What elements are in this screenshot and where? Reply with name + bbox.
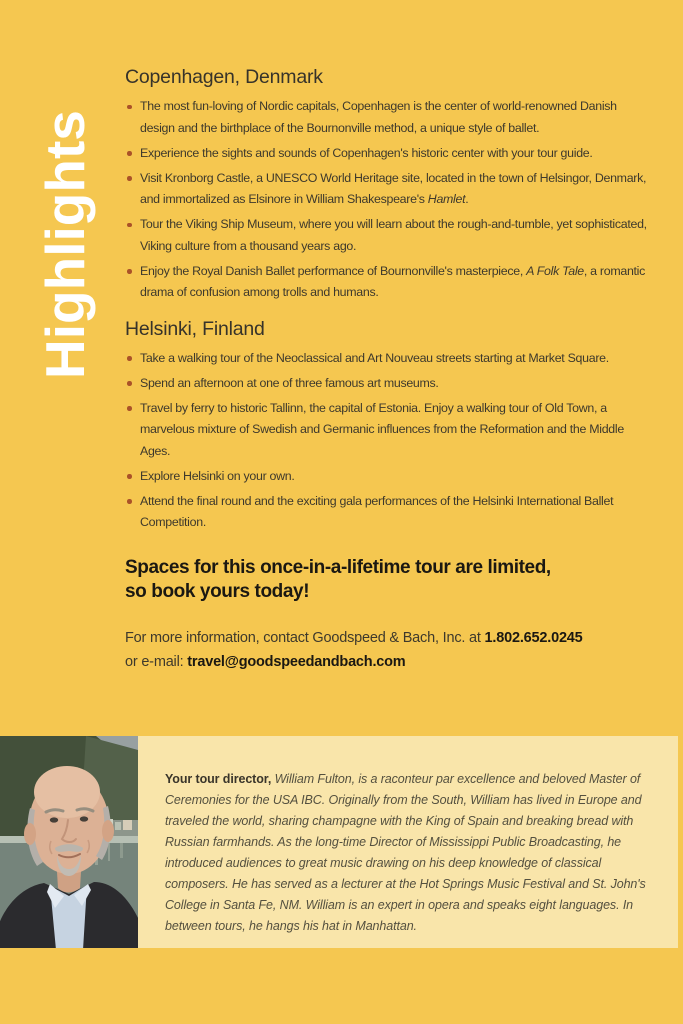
portrait-illustration [0,736,138,948]
tour-director-photo [0,736,138,948]
text-segment: William Fulton, is a raconteur par excellence and beloved Master of Ceremonies for the USA IBC. Originally from the South, William has lived in Europe and traveled the world, sharing champagne with the King of Spain and breaking bread with Russian farmhands. As the long-time Director of Mississippi Public Broadcasting, he introduced audiences to great music drawing on his deep knowledge of classical composers. He has served as a lecturer at the Hot Springs Music Festival and St. John's College in Santa Fe, NM. William is an expert in opera and speaks eight languages. In between tours, he hangs his hat in Manhattan. [165,772,646,933]
text-segment: Tour the Viking Ship Museum, where you will learn about the rough-and-tumble, yet sophisticated, Viking culture from a thousand years ago. [140,217,647,253]
text-segment: A Folk Tale [526,263,584,278]
bullet-item [125,348,649,370]
bullet-item [125,96,649,139]
section-helsinki [125,316,649,534]
tour-director-band [0,736,678,948]
section-copenhagen [125,64,649,304]
bullet-item [125,214,649,257]
text-segment: travel@goodspeedandbach.com [187,653,406,670]
text-segment: The most fun-loving of Nordic capitals, Copenhagen is the center of world-renowned Danish design and the birthplace of the Bournonville method, a unique style of ballet. [140,99,617,135]
text-segment: Your tour director, [165,772,272,786]
cta-line2: so book yours today! [125,580,310,602]
contact-line-phone [125,626,649,650]
bullet-item [125,261,649,304]
text-segment: Hamlet [427,192,466,206]
copenhagen-bullet-list [125,96,649,304]
tour-director-panel [138,736,678,948]
bullet-item [125,491,649,534]
highlights-vertical-label: Highlights [34,110,96,379]
text-segment: Explore Helsinki on your own. [140,468,295,483]
bullet-item [125,398,649,463]
text-segment: . [465,192,469,206]
text-segment: , a romantic drama of confusion among trolls and humans. [140,263,646,299]
content [125,64,649,674]
text-segment: 1.802.652.0245 [484,629,583,646]
bullet-item [125,373,649,395]
text-segment: Visit Kronborg Castle, a UNESCO World Heritage site, located in the town of Helsingor, Denmark, and immortalized as Elsinore in William Shakespeare's [140,170,647,206]
section-heading-helsinki: Helsinki, Finland [125,317,265,340]
tour-director-text [165,769,647,937]
text-segment: Experience the sights and sounds of Copenhagen's historic center with your tour guide. [140,145,593,160]
text-segment: or e-mail: [125,653,188,670]
text-segment: Attend the final round and the exciting gala performances of the Helsinki International Ballet Competition. [140,493,614,529]
helsinki-bullet-list [125,348,649,534]
text-segment: Enjoy the Royal Danish Ballet performance of Bournonville's masterpiece, [140,263,527,278]
cta-block [125,556,649,604]
bullet-item [125,466,649,488]
contact-block [125,626,649,674]
section-heading-copenhagen: Copenhagen, Denmark [125,66,323,88]
text-segment: Spend an afternoon at one of three famous art museums. [140,375,439,390]
contact-line-email [125,650,649,674]
bullet-item [125,143,649,165]
bullet-item [125,168,649,211]
text-segment: Take a walking tour of the Neoclassical and Art Nouveau streets starting at Market Square. [140,350,609,365]
text-segment: Travel by ferry to historic Tallinn, the capital of Estonia. Enjoy a walking tour of Old Town, a marvelous mixture of Swedish and Germanic influences from the Reformation and the Middle Ages. [140,400,624,458]
text-segment: For more information, contact Goodspeed & Bach, Inc. at [125,629,485,646]
cta-line1: Spaces for this once-in-a-lifetime tour are limited, [125,556,551,578]
